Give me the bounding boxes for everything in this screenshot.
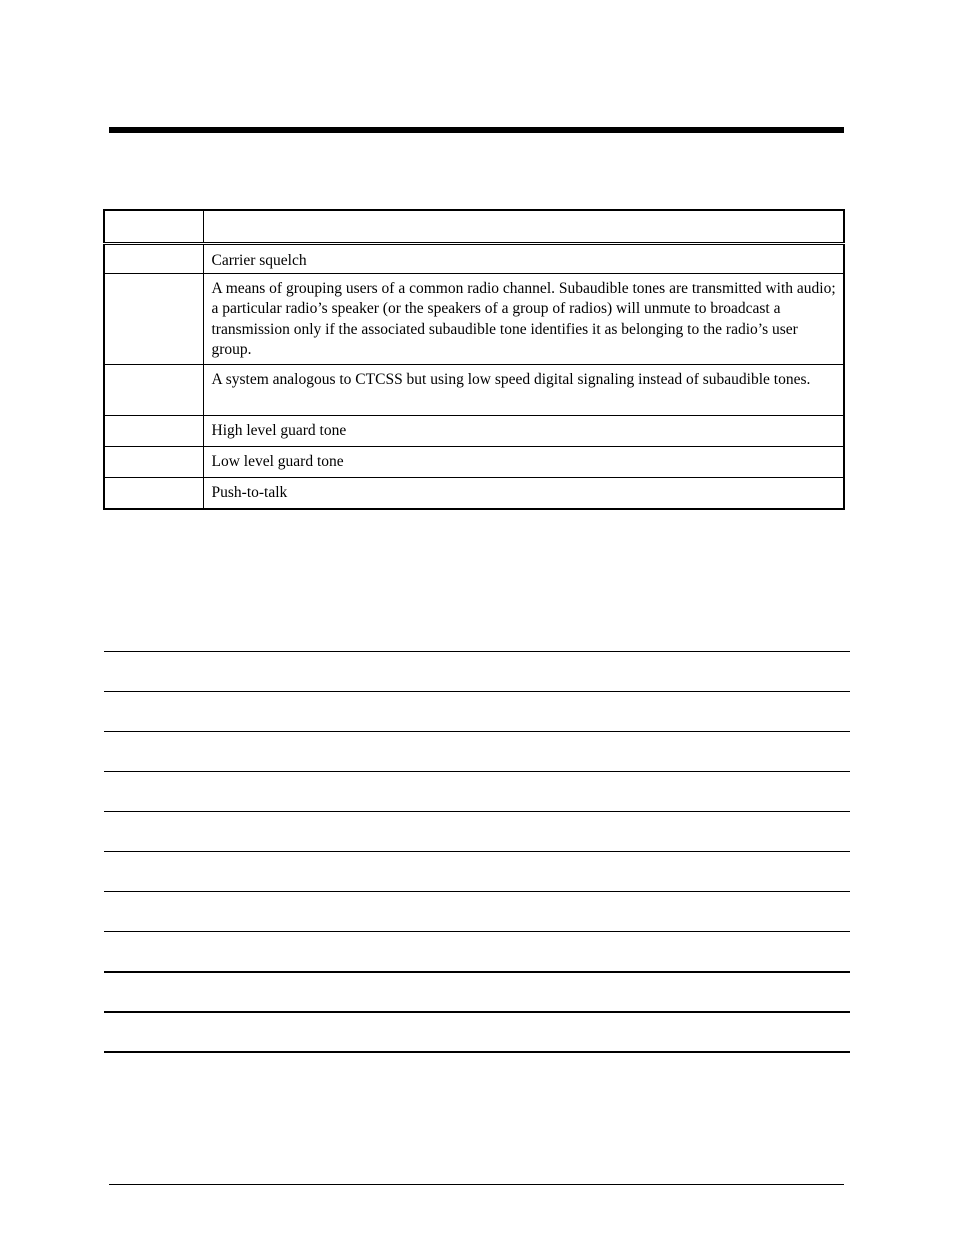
term-cell [104, 274, 203, 365]
ruled-line [104, 891, 850, 892]
ruled-line [104, 1011, 850, 1013]
term-cell [104, 244, 203, 274]
header-rule [109, 127, 844, 133]
term-cell [104, 416, 203, 447]
glossary-table [103, 209, 845, 510]
table-row [104, 478, 844, 509]
definition-cell: High level guard tone [203, 416, 844, 447]
ruled-line [104, 1051, 850, 1053]
ruled-line [104, 971, 850, 973]
ruled-line [104, 811, 850, 812]
definition-cell: Carrier squelch [203, 244, 844, 274]
term-cell [104, 365, 203, 416]
ruled-line [104, 651, 850, 652]
ruled-line [104, 931, 850, 932]
table-row [104, 274, 844, 365]
definition-cell: Low level guard tone [203, 447, 844, 478]
ruled-line [104, 771, 850, 772]
definition-cell: Push-to-talk [203, 478, 844, 509]
header-cell-definition [203, 210, 844, 244]
term-cell [104, 478, 203, 509]
ruled-line [104, 851, 850, 852]
table-row [104, 244, 844, 274]
ruled-line [104, 731, 850, 732]
table-header-row [104, 210, 844, 244]
table-row [104, 365, 844, 416]
footer-rule [109, 1184, 844, 1185]
definition-cell: A system analogous to CTCSS but using low speed digital signaling instead of subaudible tones. [203, 365, 844, 416]
term-cell [104, 447, 203, 478]
table-row [104, 447, 844, 478]
ruled-line [104, 691, 850, 692]
definition-cell: A means of grouping users of a common radio channel. Subaudible tones are transmitted with audio; a particular radio’s speaker (or the speakers of a group of radios) will unmute to broadcast a transmission only if the associated subaudible tone identifies it as belonging to the radio’s user group. [203, 274, 844, 365]
header-cell-term [104, 210, 203, 244]
table-row [104, 416, 844, 447]
